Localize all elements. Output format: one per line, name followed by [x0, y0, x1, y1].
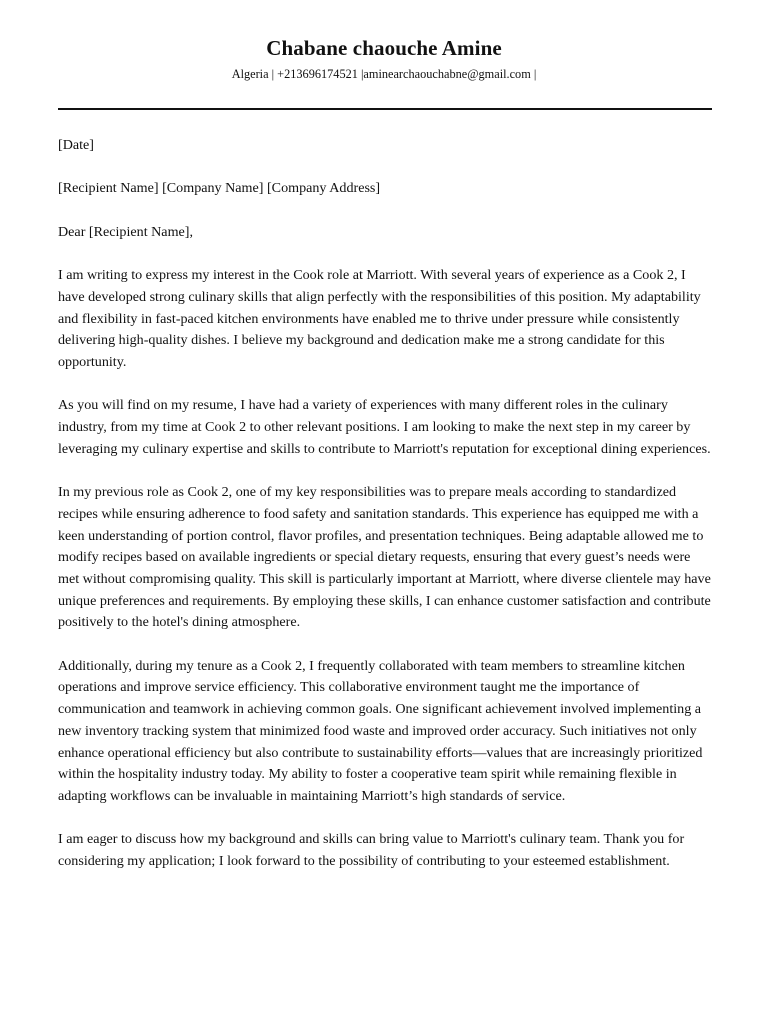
- letter-date: [Date]: [58, 137, 94, 153]
- header-divider: [58, 108, 712, 110]
- paragraph-intro: I am writing to express my interest in the Cook role at Marriott. With several years of experience as a Cook 2, I have developed strong culinary skills that align perfectly with the responsibilities of this position. My adaptability and flexibility in fast-paced kitchen environments have enabled me to thrive under pressure while consistently delivering high-quality dishes. I believe my background and dedication make me a strong candidate for this opportunity.: [58, 267, 701, 370]
- paragraph-closing: I am eager to discuss how my background and skills can bring value to Marriott's culinary team. Thank you for considering my application; I look forward to the possibility of contributing to your esteemed establishment.: [58, 831, 685, 870]
- paragraph-previous-role: In my previous role as Cook 2, one of my key responsibilities was to prepare meals according to standardized recipes while ensuring adherence to food safety and sanitation standards. This experience has equipped me with a keen understanding of portion control, flavor profiles, and presentation techniques. Being adaptable allowed me to modify recipes based on available ingredients or special dietary requests, ensuring that every guest’s needs were met without compromising quality. This skill is particularly important at Marriott, where diverse clientele may have unique preferences and requirements. By employing these skills, I can enhance customer satisfaction and contribute positively to the hotel's dining atmosphere.: [58, 484, 711, 631]
- salutation: Dear [Recipient Name],: [58, 223, 193, 240]
- contact-line: Algeria | +213696174521 |aminearchaouchabne@gmail.com |: [231, 67, 537, 81]
- paragraph-experience: As you will find on my resume, I have had a variety of experiences with many different roles in the culinary industry, from my time at Cook 2 to other relevant positions. I am looking to make the next step in my career by leveraging my culinary expertise and skills to contribute to Marriott's reputation for exceptional dining experiences.: [58, 397, 711, 457]
- letter-body: [58, 135, 712, 894]
- recipient-block: [Recipient Name] [Company Name] [Company Address]: [58, 180, 381, 197]
- paragraph-collaboration: Additionally, during my tenure as a Cook 2, I frequently collaborated with team members to streamline kitchen operations and improve service efficiency. This collaborative environment taught me the importance of communication and teamwork in achieving common goals. One significant achievement involved implementing a new inventory tracking system that minimized food waste and improved order accuracy. Such initiatives not only enhance operational efficiency but also contribute to sustainability efforts—values that are increasingly prioritized within the hospitality industry today. My ability to foster a cooperative team spirit while remaining flexible in adapting workflows can be invaluable in maintaining Marriott’s high standards of service.: [58, 657, 703, 804]
- applicant-name: Chabane chaouche Amine: [266, 36, 502, 60]
